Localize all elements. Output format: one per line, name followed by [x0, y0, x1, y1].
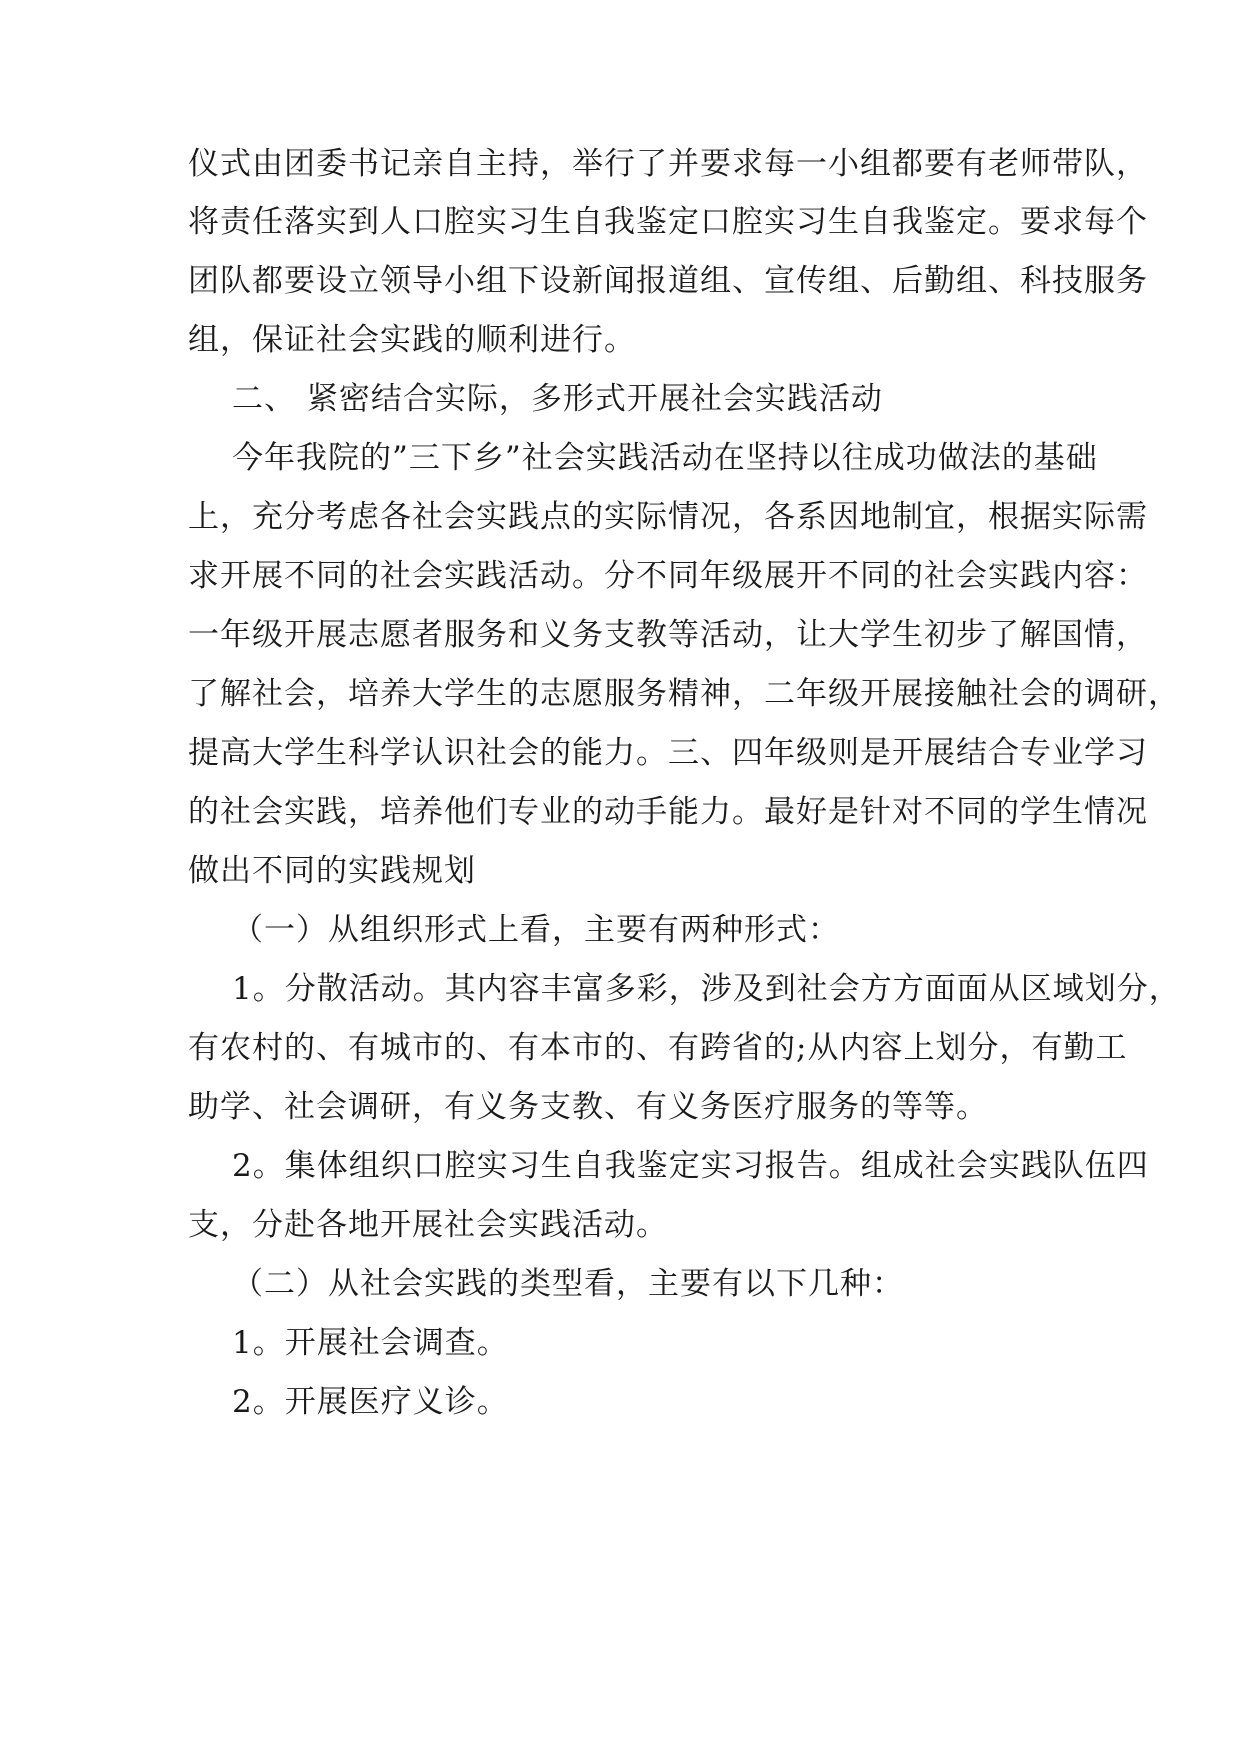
text-line: 有农村的、有城市的、有本市的、有跨省的;从内容上划分，有勤工 — [188, 1030, 1128, 1066]
list-item: 1。分散活动。其内容丰富多彩，涉及到社会方方面面从区域划分， — [232, 971, 1181, 1007]
text-line: 提高大学生科学认识社会的能力。三、四年级则是开展结合专业学习 — [188, 735, 1148, 771]
list-item: 2。开展医疗义诊。 — [232, 1384, 509, 1420]
text-line: 求开展不同的社会实践活动。分不同年级展开不同的社会实践内容： — [188, 558, 1148, 594]
text-line: 了解社会，培养大学生的志愿服务精神，二年级开展接触社会的调研， — [188, 676, 1180, 712]
subsection-heading: （二）从社会实践的类型看，主要有以下几种： — [232, 1266, 904, 1302]
text-line: 组，保证社会实践的顺利进行。 — [188, 322, 636, 358]
text-line: 将责任落实到人口腔实习生自我鉴定口腔实习生自我鉴定。要求每个 — [188, 204, 1148, 240]
section-heading: 二、 紧密结合实际，多形式开展社会实践活动 — [232, 381, 883, 417]
text-line: 支，分赴各地开展社会实践活动。 — [188, 1207, 668, 1243]
subsection-heading: （一）从组织形式上看，主要有两种形式： — [232, 912, 840, 948]
text-line: 团队都要设立领导小组下设新闻报道组、宣传组、后勤组、科技服务 — [188, 263, 1148, 299]
paragraph-start: 今年我院的”三下乡”社会实践活动在坚持以往成功做法的基础 — [232, 440, 1098, 476]
text-line: 做出不同的实践规划 — [188, 853, 476, 889]
text-line: 助学、社会调研，有义务支教、有义务医疗服务的等等。 — [188, 1089, 988, 1125]
text-line: 的社会实践，培养他们专业的动手能力。最好是针对不同的学生情况 — [188, 794, 1148, 830]
text-line: 上，充分考虑各社会实践点的实际情况，各系因地制宜，根据实际需 — [188, 499, 1148, 535]
list-item: 1。开展社会调查。 — [232, 1325, 509, 1361]
text-line: 一年级开展志愿者服务和义务支教等活动，让大学生初步了解国情， — [188, 617, 1148, 653]
text-line: 仪式由团委书记亲自主持，举行了并要求每一小组都要有老师带队， — [188, 146, 1148, 182]
list-item: 2。集体组织口腔实习生自我鉴定实习报告。组成社会实践队伍四 — [232, 1148, 1149, 1184]
